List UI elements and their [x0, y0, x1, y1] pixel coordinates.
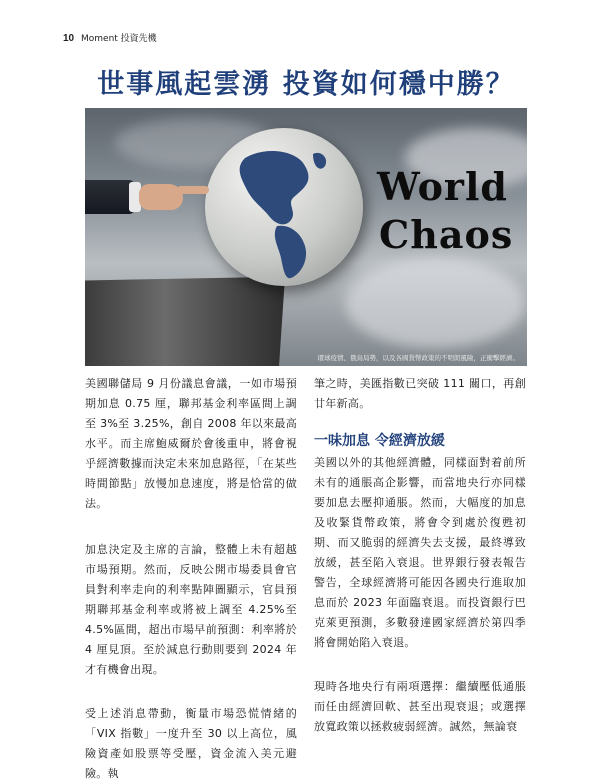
article-title: 世事風起雲湧 投資如何穩中勝？ [97, 69, 515, 100]
continents-shape [205, 128, 363, 286]
image-caption: 環球疫情、俄烏局勢，以及各國貨幣政策的不明朗風險，正衝擊經濟。 [317, 354, 519, 362]
cliff-rock [85, 273, 285, 366]
paragraph: 筆之時，美匯指數已突破 111 關口，再創廿年新高。 [314, 377, 526, 410]
sleeve [85, 180, 135, 214]
overlay-line-chaos: Chaos [379, 212, 514, 257]
page-header [63, 31, 157, 44]
paragraph: 受上述消息帶動，衡量市場恐慌情緒的「VIX 指數」一度升至 30 以上高位，風險資產如股票等受壓，資金流入美元避險。執 [85, 707, 297, 780]
pointing-finger [177, 186, 209, 194]
paragraph: 美國以外的其他經濟體，同樣面對着前所未有的通脹高企影響，而當地央行亦同樣要加息去壓抑通脹。然而，大幅度的加息及收緊貨幣政策，將會令到處於復甦初期、而又脆弱的經濟失去支援，最終導致放緩，甚至陷入衰退。世界銀行發表報告警告，全球經濟將可能因各國央行進取加息而於 2023 年面臨衰退。而投資銀行巴克萊更預測，多數發達國家經濟於第四季將會開始陷入衰退。 [314, 456, 526, 649]
section-subheading: 一味加息 令經濟放緩 [314, 433, 445, 449]
left-column [85, 374, 297, 784]
page-number: 10 [63, 33, 75, 44]
paragraph: 現時各地央行有兩項選擇：繼續壓低通脹而任由經濟回軟、甚至出現衰退；或選擇放寬政策以拯救疲弱經濟。誠然，無論衰 [314, 680, 526, 733]
magazine-section-title: Moment 投資先機 [81, 34, 157, 44]
overlay-line-world: World [377, 164, 508, 209]
cloud-shape [345, 258, 525, 348]
hero-image [85, 108, 527, 366]
world-chaos-text [377, 163, 513, 259]
paragraph: 加息決定及主席的言論，整體上未有超越市場預期。然而，反映公開市場委員會官員對利率走向的利率點陣圖顯示，官員預期聯邦基金利率或將被上調至 4.25%至 4.5%區間，超出市場早前預測：利率將於 4 厘見頂。至於減息行動則要到 2024 年才有機會出現。 [85, 543, 297, 676]
right-column [314, 374, 526, 737]
globe-illustration [205, 128, 363, 286]
paragraph: 美國聯儲局 9 月份議息會議，一如市場預期加息 0.75 厘，聯邦基金利率區間上調至 3%至 3.25%，創自 2008 年以來最高水平。而主席鮑威爾於會後重申，將會視乎經濟數據而決定未來加息路徑，「在某些時間節點」放慢加息速度，將是恰當的做法。 [85, 377, 297, 510]
